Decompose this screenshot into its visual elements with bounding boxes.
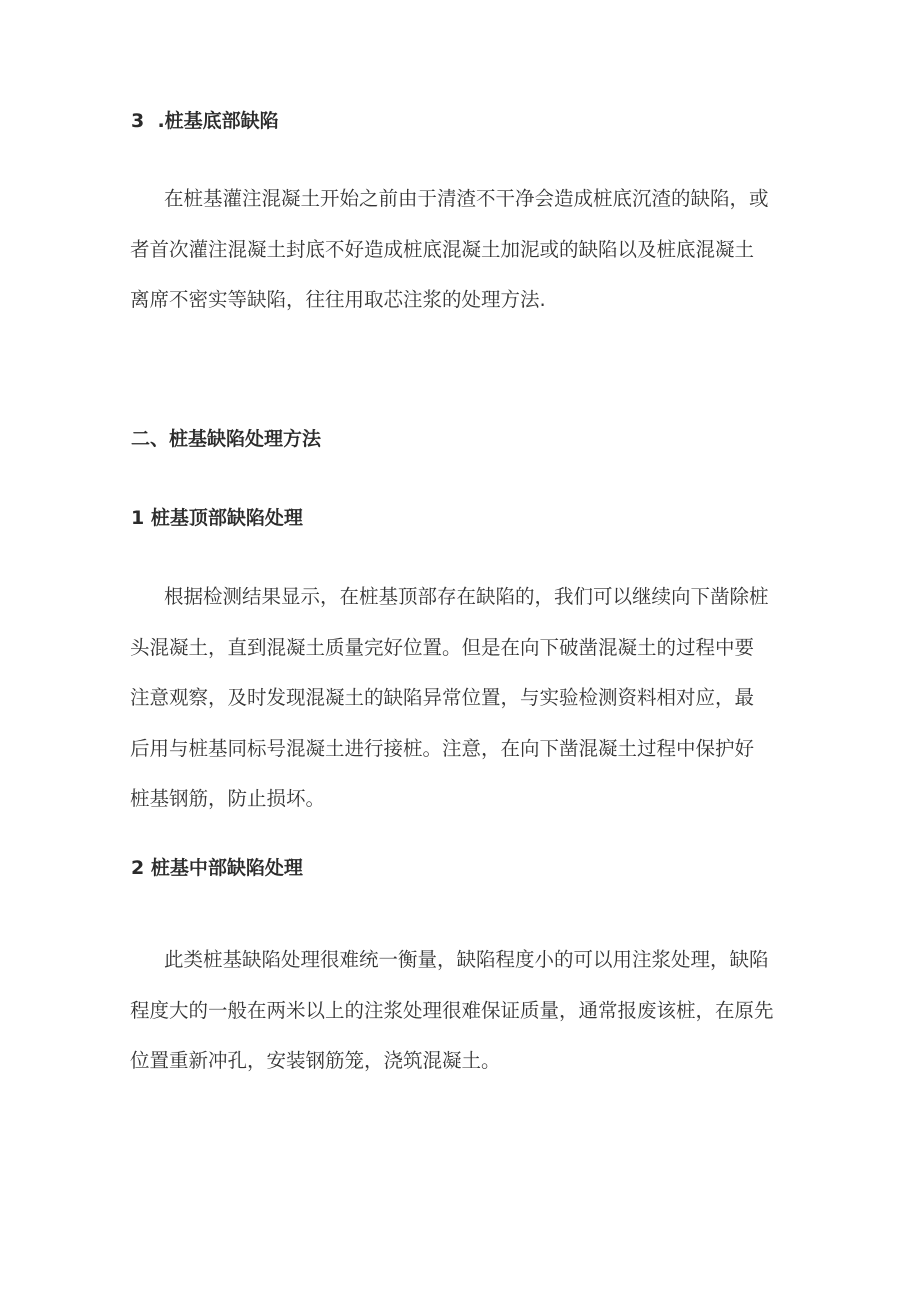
paragraph-line: 注意观察，及时发现混凝土的缺陷异常位置，与实验检测资料相对应，最 <box>130 686 755 709</box>
paragraph-line: 桩基钢筋，防止损坏。 <box>130 787 326 810</box>
paragraph-line: 此类桩基缺陷处理很难统一衡量，缺陷程度小的可以用注浆处理，缺陷 <box>164 948 769 971</box>
paragraph-line: 后用与桩基同标号混凝土进行接桩。注意，在向下凿混凝土过程中保护好 <box>130 736 755 760</box>
paragraph-line: 程度大的一般在两米以上的注浆处理很难保证质量，通常报废该桩，在原先 <box>130 998 774 1022</box>
section-heading-middle-defect: 2 桩基中部缺陷处理 <box>131 857 303 879</box>
paragraph-line: 位置重新冲孔，安装钢筋笼，浇筑混凝土。 <box>130 1049 501 1072</box>
section-heading-bottom-defect: 3 .桩基底部缺陷 <box>131 110 279 132</box>
section-heading-top-defect: 1 桩基顶部缺陷处理 <box>131 507 303 529</box>
chapter-heading-treatment-methods: 二、桩基缺陷处理方法 <box>131 428 322 450</box>
paragraph-line: 者首次灌注混凝土封底不好造成桩底混凝土加泥或的缺陷以及桩底混凝土 <box>130 237 755 261</box>
paragraph-middle-defect <box>130 935 792 1087</box>
paragraph-line: 离席不密实等缺陷，往往用取芯注浆的处理方法. <box>130 288 546 311</box>
paragraph-line: 在桩基灌注混凝土开始之前由于清渣不干净会造成桩底沉渣的缺陷，或 <box>164 187 769 210</box>
paragraph-top-defect <box>130 572 792 825</box>
paragraph-line: 头混凝土，直到混凝土质量完好位置。但是在向下破凿混凝土的过程中要 <box>130 635 755 659</box>
paragraph-bottom-defect <box>130 174 792 326</box>
paragraph-line: 根据检测结果显示，在桩基顶部存在缺陷的，我们可以继续向下凿除桩 <box>164 585 769 608</box>
